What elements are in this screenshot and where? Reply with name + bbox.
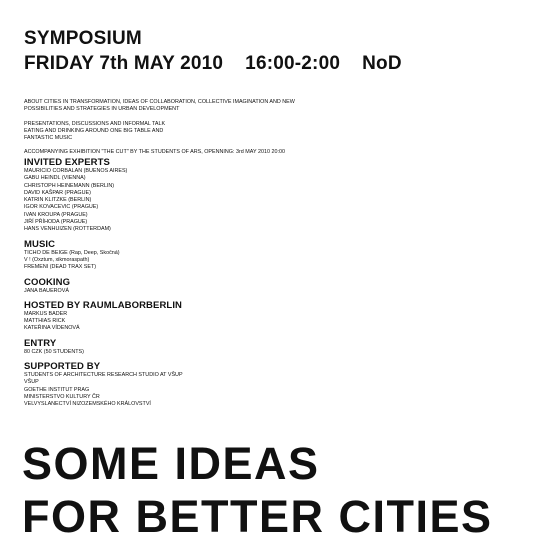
intro-text (24, 99, 324, 164)
tagline (22, 437, 493, 543)
list-item: JANA BAUEROVÁ (24, 287, 69, 294)
expert-list (24, 168, 324, 234)
event-title: SYMPOSIUM (24, 28, 142, 49)
entry-list (24, 349, 324, 356)
section-music (24, 240, 324, 272)
poster-header (24, 26, 402, 76)
list-item: IVAN KROUPA (PRAGUE) (24, 211, 88, 218)
list-item: TICHO DE BEIGE (Rap, Deep, Skočná) (24, 249, 120, 256)
list-item: VELVYSLANECTVÍ NIZOZEMSKÉHO KRÁLOVSTVÍ (24, 401, 151, 408)
section-heading: MUSIC (24, 238, 56, 250)
list-item: V ! (Oxztum, xikmoraspath) (24, 256, 90, 263)
section-invited-experts (24, 158, 324, 234)
list-item: DAVID KAŠPAR (PRAGUE) (24, 189, 91, 196)
event-time: 16:00-2:00 (245, 53, 341, 74)
cooking-list (24, 288, 324, 295)
list-item: 80 CZK (50 STUDENTS) (24, 348, 84, 355)
section-supported-by (24, 362, 324, 408)
intro-paragraph-program (24, 121, 324, 143)
list-item: HANS VENHUIZEN (ROTTERDAM) (24, 226, 111, 233)
intro-program-line: PRESENTATIONS, DISCUSSIONS AND INFORMAL TALK (24, 120, 166, 127)
list-item: KATEŘINA VÍDENOVÁ (24, 325, 80, 332)
section-heading: INVITED EXPERTS (24, 157, 110, 168)
list-item: CHRISTOPH HEINEMANN (BERLIN) (24, 182, 115, 189)
music-list (24, 250, 324, 272)
section-entry (24, 339, 324, 356)
list-item: FREMENI (DEAD TRAX SET) (24, 264, 97, 271)
section-cooking (24, 278, 324, 295)
intro-program-line: FANTASTIC MUSIC (24, 135, 73, 142)
list-item: MINISTERSTVO KULTURY ČR (24, 393, 100, 400)
intro-paragraph-about: ABOUT CITIES IN TRANSFORMATION, IDEAS OF COLLABORATION, COLLECTIVE IMAGINATION AND NEW POSSIBILITIES AND STRATEGIES IN URBAN DEVELOPMENT (24, 99, 295, 113)
list-item: MARKUS BADER (24, 310, 68, 317)
list-item: IGOR KOVACEVIC (PRAGUE) (24, 204, 99, 211)
section-heading: SUPPORTED BY (24, 361, 101, 373)
event-venue: NoD (362, 53, 402, 74)
event-date: FRIDAY 7th MAY 2010 (24, 53, 224, 74)
list-item: MATTHIAS RICK (24, 318, 66, 325)
program-sections (24, 158, 324, 415)
section-heading: COOKING (24, 276, 71, 288)
list-item: GOETHE INSTITUT PRAG (24, 386, 90, 393)
list-item: GABU HEINDL (VIENNA) (24, 175, 86, 182)
section-hosted-by (24, 301, 324, 333)
list-item: MAURICIO CORBALAN (BUENOS AIRES) (24, 168, 128, 174)
intro-program-line: EATING AND DRINKING AROUND ONE BIG TABLE AND (24, 127, 164, 134)
section-heading: HOSTED BY RAUMLABORBERLIN (24, 299, 183, 311)
list-item: KATRIN KLITZKE (BERLIN) (24, 197, 92, 204)
tagline-line-1: SOME IDEAS (22, 438, 320, 489)
list-item: VŠUP (24, 379, 39, 386)
list-item: STUDENTS OF ARCHITECTURE RESEARCH STUDIO AT VŠUP (24, 372, 183, 379)
section-heading: ENTRY (24, 337, 57, 349)
supporter-list (24, 372, 324, 408)
intro-paragraph-exhibition: ACCOMPANYING EXHIBITION "THE CUT" BY THE STUDENTS OF ARS, OPENNING: 3rd MAY 2010 20:00 (24, 149, 285, 156)
list-item: JIŘÍ PŘÍHODA (PRAGUE) (24, 219, 88, 226)
tagline-line-2: FOR BETTER CITIES (22, 491, 493, 542)
host-list (24, 311, 324, 333)
event-datetime-line (24, 51, 402, 76)
